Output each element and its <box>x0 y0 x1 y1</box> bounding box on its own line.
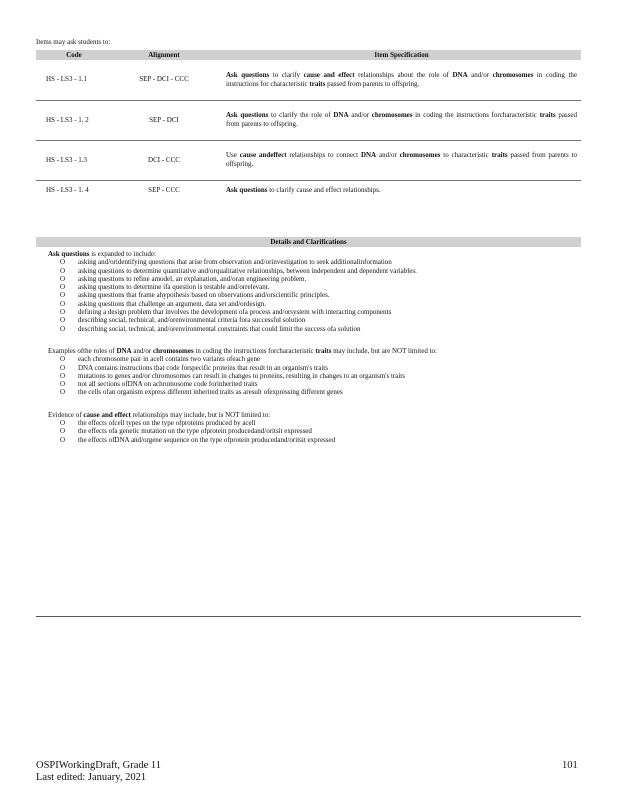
spec-code: HS - LS3 - 1. 4 <box>46 185 89 194</box>
sub-bullet-icon: O <box>60 371 66 380</box>
text-run: passed from parents to offspring. <box>325 79 420 88</box>
bullet-icon <box>36 411 48 419</box>
details-header: Details and Clarifications <box>36 237 581 247</box>
list-item-text: the effects ofa genetic mutation on the type ofprotein producedand/oritsit expressed <box>78 427 312 436</box>
list-item-text: describing social, technical, and/orenvironmental criteria fora successful solution <box>78 316 306 325</box>
text-run: relationships may include, but is NOT limited to: <box>130 410 271 419</box>
text-run: and/or <box>467 70 493 79</box>
list-item-text: defining a design problem that involves the development ofa process and/orsystem with interacting components <box>78 308 392 317</box>
emphasized-term: chromosomes <box>399 151 441 159</box>
footer <box>36 760 161 784</box>
text-run: and/or <box>376 151 400 159</box>
item-spec-header: Item Specification <box>222 50 581 60</box>
list-item <box>60 275 581 283</box>
sub-bullet-icon: O <box>60 274 66 283</box>
list-item-text: asking questions to determine quantitative and/orqualitative relationships, between independent and dependent variables. <box>78 266 417 275</box>
section-lead <box>36 250 581 258</box>
spec-alignment: SEP - CCC <box>148 185 180 194</box>
list-item <box>60 372 581 380</box>
details-and-clarifications <box>36 250 581 458</box>
text-run: passed from parents to offspring. <box>226 151 578 168</box>
bullet-icon <box>36 347 48 355</box>
sub-bullet-icon: O <box>60 435 66 444</box>
emphasized-term: traits <box>491 151 508 159</box>
details-section <box>36 250 581 333</box>
bottom-divider <box>36 616 581 617</box>
emphasized-term: traits <box>309 79 326 88</box>
list-item <box>60 364 581 372</box>
emphasized-term: Ask questions <box>226 185 268 194</box>
emphasized-term: cause and effect <box>83 410 131 419</box>
section-lead <box>36 411 581 419</box>
list-item <box>60 300 581 308</box>
spec-description <box>222 100 581 140</box>
text-run: is expanded to include: <box>89 250 156 258</box>
list-item-text: asking questions to determine ifa question is testable and/orrelevant. <box>78 283 270 292</box>
footer-last-edited: Last edited: January, 2021 <box>36 772 147 783</box>
emphasized-term: traits <box>315 346 332 355</box>
list-item <box>60 267 581 275</box>
sub-bullet-icon: O <box>60 419 66 428</box>
list-item-text: the effects ofDNA and/orgene sequence on the type ofprotein producedand/oritsit expressed <box>78 435 336 444</box>
spec-alignment: SEP - DCI - CCC <box>106 60 222 100</box>
list-item <box>60 436 581 444</box>
spec-description <box>222 180 581 200</box>
list-item-text: DNA contains instructions that code forspecific proteins that result in an organism's traits <box>78 363 328 372</box>
text-run: to clarify <box>269 70 304 79</box>
list-item-text: each chromosome pair in acell contains two variants ofeach gene <box>78 355 261 364</box>
text-run: to characteristic <box>440 151 492 159</box>
text-run: passed from parents to offspring. <box>226 111 577 128</box>
sub-bullet-icon: O <box>60 299 66 308</box>
alignment-header: Alignment <box>106 50 222 60</box>
sub-bullet-icon: O <box>60 316 66 325</box>
text-run: Examples ofthe roles of <box>48 346 117 355</box>
list-item <box>60 325 581 333</box>
spec-alignment: DCI - CCC <box>106 140 222 180</box>
emphasized-term: chromosomes <box>492 70 534 79</box>
text-run: relationships about the role of <box>354 70 453 79</box>
emphasized-term: chromosomes <box>153 346 194 355</box>
text-run: in coding the instructions forcharacteristic <box>193 346 316 355</box>
list-item <box>60 380 581 388</box>
list-item-text: asking questions that challenge an argument, data set and/ordesign. <box>78 299 267 308</box>
sub-bullet-icon: O <box>60 258 66 267</box>
emphasized-term: DNA <box>116 346 132 355</box>
section-lead-text <box>48 411 270 419</box>
sub-bullet-icon: O <box>60 355 66 364</box>
sub-bullet-icon: O <box>60 427 66 436</box>
spec-code: HS - LS3 - 1.3 <box>36 140 106 180</box>
emphasized-term: cause and effect <box>303 70 355 79</box>
list-item-text: asking questions to refine amodel, an explanation, and/oran engineering problem. <box>78 274 307 283</box>
spec-row <box>36 140 581 180</box>
list-item-text: mutations to genes and/or chromosomes can result in changes to proteins, resulting in changes to an organism's traits <box>78 371 405 380</box>
list-item-text: asking and/oridentifying questions that arise from observation and/orinvestigation to seek additionalinformation <box>78 258 392 267</box>
text-run: to clarify cause and effect relationships. <box>267 185 381 194</box>
spec-table-body <box>36 60 581 200</box>
list-item <box>60 258 581 266</box>
text-run: in coding the instructions forcharacteristic <box>412 111 540 119</box>
list-item-text: describing social, technical, and/orenvironmental constraints that could limit the success ofa solution <box>78 324 361 333</box>
emphasized-term: DNA <box>452 70 468 79</box>
bullet-icon <box>36 250 48 258</box>
code-header: Code <box>36 50 106 60</box>
list-item <box>60 308 581 316</box>
text-run: relationships to connect <box>286 151 361 159</box>
list-item <box>60 427 581 435</box>
spec-row <box>36 60 581 100</box>
spec-code: HS - LS3 - 1. 2 <box>36 100 106 140</box>
list-item-text: the effects ofcell types on the type ofproteins produced by acell <box>78 419 256 428</box>
emphasized-term: Ask questions <box>226 111 269 119</box>
intro-text: Items may ask students to: <box>36 38 111 46</box>
spec-row <box>36 100 581 140</box>
section-lead-text <box>48 250 156 258</box>
list-item-text: not all sections ofDNA on achromosome code forinherited traits <box>78 380 258 389</box>
text-run: and/or <box>131 346 153 355</box>
spec-table-header-row <box>36 50 581 60</box>
text-run: Use <box>226 151 240 159</box>
page-number: 101 <box>562 760 578 771</box>
section-lead-text <box>48 347 437 355</box>
list-item-text: the cells ofan organism express different inherited traits as aresult ofexpressing different genes <box>78 388 343 397</box>
sub-bullet-icon: O <box>60 308 66 317</box>
sub-bullet-icon: O <box>60 266 66 275</box>
details-section <box>36 411 581 444</box>
list-item <box>60 283 581 291</box>
emphasized-term: DNA <box>333 111 349 119</box>
spec-alignment: SEP - DCI <box>106 100 222 140</box>
spec-description <box>222 140 581 180</box>
list-item <box>60 316 581 324</box>
emphasized-term: traits <box>539 111 556 119</box>
item-specification-table <box>36 50 581 200</box>
text-run: in coding the instructions for characteristic <box>226 70 578 88</box>
text-run: to clarify the role of <box>268 111 334 119</box>
text-run: and/or <box>348 111 372 119</box>
emphasized-term: Ask questions <box>48 250 90 258</box>
section-lead <box>36 347 581 355</box>
spec-code: HS - LS3 - 1.1 <box>36 60 106 100</box>
list-item <box>60 419 581 427</box>
sub-bullet-icon: O <box>60 380 66 389</box>
list-item-text: asking questions that frame ahypothesis based on observations and/orscientific principles. <box>78 291 330 300</box>
emphasized-term: chromosomes <box>371 111 413 119</box>
list-item <box>60 388 581 396</box>
sub-bullet-icon: O <box>60 324 66 333</box>
emphasized-term: DNA <box>360 151 377 159</box>
sub-bullet-icon: O <box>60 283 66 292</box>
list-item <box>60 355 581 363</box>
text-run: may include, but are NOT limited to: <box>331 346 437 355</box>
spec-description <box>222 60 581 100</box>
text-run: Evidence of <box>48 410 84 419</box>
footer-draft-label: OSPIWorkingDraft, Grade 11 <box>36 760 162 771</box>
details-section <box>36 347 581 397</box>
spec-row <box>36 180 581 200</box>
emphasized-term: cause andeffect <box>239 151 287 159</box>
sub-bullet-icon: O <box>60 291 66 300</box>
list-item <box>60 291 581 299</box>
sub-bullet-icon: O <box>60 363 66 372</box>
sub-bullet-icon: O <box>60 388 66 397</box>
emphasized-term: Ask questions <box>226 70 270 79</box>
